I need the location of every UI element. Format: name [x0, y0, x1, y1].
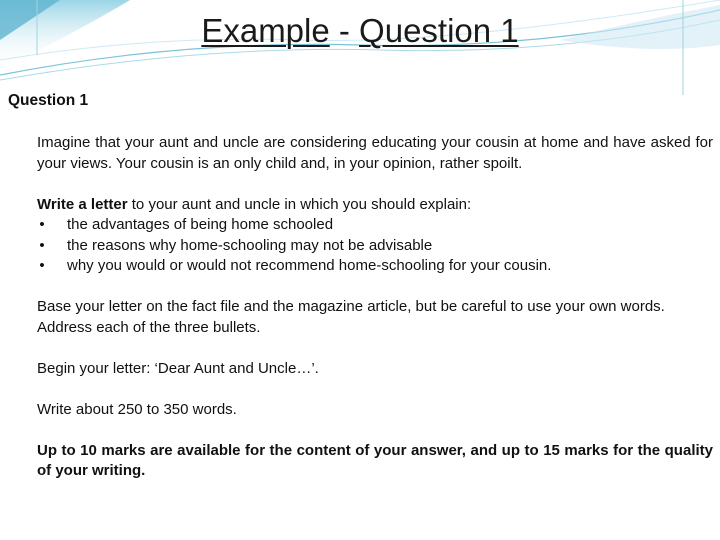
intro-paragraph: Imagine that your aunt and uncle are considering educating your cousin at home and have asked for your views. Your cousin is an only child and, in your opinion, rather spoilt. [37, 134, 713, 172]
begin-instruction: Begin your letter: ‘Dear Aunt and Uncle…’. [37, 359, 319, 377]
bullet-text: the reasons why home-schooling may not be advisable [67, 236, 433, 254]
list-item [37, 236, 713, 257]
word-count-instruction: Write about 250 to 350 words. [37, 400, 237, 418]
base-line-2: Address each of the three bullets. [37, 318, 261, 336]
base-paragraph [37, 297, 713, 338]
slide-title [0, 10, 720, 52]
task-bullet-list [37, 215, 713, 277]
bullet-icon: • [39, 257, 45, 274]
bullet-icon: • [39, 216, 45, 233]
question-body [37, 133, 713, 502]
bullet-text: why you would or would not recommend home-schooling for your cousin. [67, 257, 552, 274]
task-instruction [37, 195, 713, 216]
marks-statement [37, 441, 713, 482]
task-rest: to your aunt and uncle in which you should explain: [127, 195, 472, 213]
bullet-text: the advantages of being home schooled [67, 216, 334, 233]
slide-title-part1: Example [201, 12, 330, 49]
list-item [37, 215, 713, 236]
base-line-1: Base your letter on the fact file and the magazine article, but be careful to use your own words. [37, 298, 665, 315]
task-bold: Write a letter [37, 195, 128, 213]
list-item [37, 256, 713, 277]
slide-title-part2: Question 1 [359, 12, 519, 49]
bullet-icon: • [39, 236, 45, 254]
question-heading: Question 1 [8, 92, 89, 109]
marks-text: Up to 10 marks are available for the content of your answer, and up to 15 marks for the quality of your writing. [37, 441, 713, 479]
slide-title-separator: - [329, 12, 360, 49]
